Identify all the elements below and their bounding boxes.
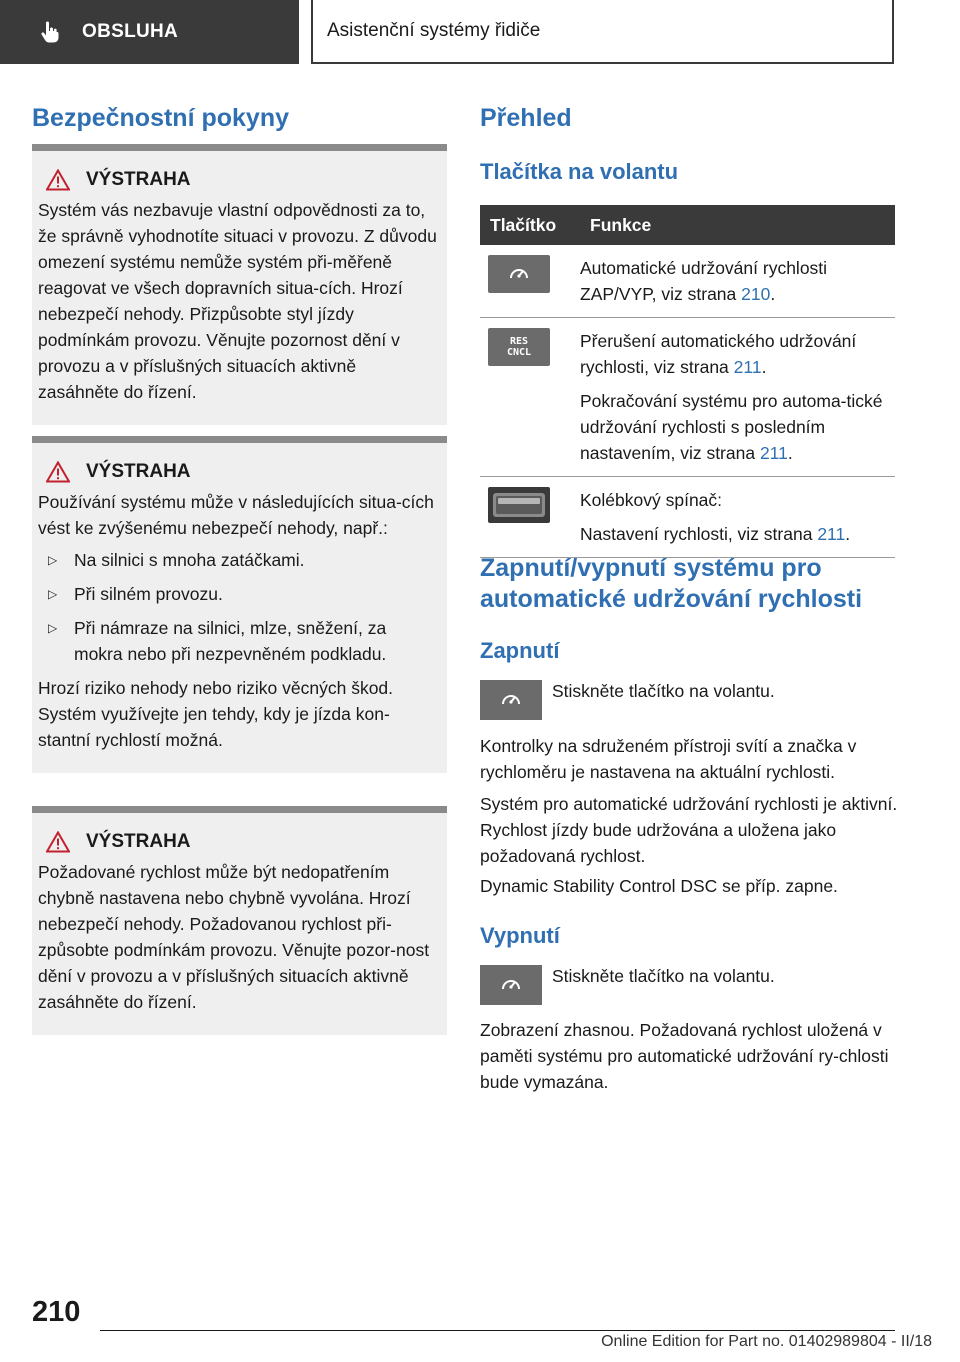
warning-list [38,547,437,667]
warning-box-1 [32,144,447,425]
warning-title: VÝSTRAHA [46,831,437,853]
chapter-title: Asistenční systémy řidiče [327,20,541,41]
bullet-triangle-icon: ▷ [48,553,58,567]
rocker-switch-icon [488,487,550,523]
page-link[interactable]: 211 [759,443,788,463]
footer-divider [100,1330,895,1331]
page-number: 210 [32,1296,81,1328]
paragraph: Dynamic Stability Control DSC se příp. zapne. [480,876,838,896]
warning-box-3 [32,806,447,1035]
press-instruction: Stiskněte tlačítko na volantu. [552,681,775,701]
page-link[interactable]: 210 [741,284,771,304]
paragraph: Systém pro automatické udržování rychlosti je aktivní. Rychlost jízdy bude udržována a uložena jako požadovaná rychlost. [480,794,898,866]
table-row: RES CNCL Přerušení automatického udržování rychlosti, viz strana 211. Pokračování systému pro automa-tické udržování rychlosti s posledním nastavením, viz strana 211. [480,318,895,477]
list-item: ▷ Při námraze na silnici, mlze, sněžení, za mokra nebo při nezpevněném podkladu. [38,615,437,667]
res-cncl-button-icon [488,328,550,366]
warning-intro: Používání systému může v následujících situa-cích vést ke zvýšenému nebezpečí nehody, např.: [38,492,434,538]
chapter-tab [311,0,894,64]
page-link[interactable]: 211 [733,357,762,377]
list-item: ▷ Při silném provozu. [38,581,437,607]
warning-box-2 [32,436,447,773]
press-instruction: Stiskněte tlačítko na volantu. [552,966,775,986]
steering-buttons-heading: Tlačítka na volantu [480,159,679,184]
function-text: Přerušení automatického udržování rychlosti, viz strana [580,331,857,377]
table-row: Kolébkový spínač: Nastavení rychlosti, viz strana 211. [480,477,895,558]
warning-title: VÝSTRAHA [46,169,437,191]
on-off-section-heading: Zapnutí/vypnutí systému pro automatické udržování rychlosti [480,554,863,613]
column-header-function: Funkce [580,205,895,245]
cruise-control-button-icon [480,680,542,720]
list-item: ▷ Na silnici s mnoha zatáčkami. [38,547,437,573]
cruise-control-button-icon [488,255,550,293]
warning-text: Systém vás nezbavuje vlastní odpovědnosti za to, že správně vyhodnotíte situaci v provozu. Z důvodu omezení systému nemůže systém při-měřeně reagovat ve všech dopravních situa-cích. Hrozí nebezpečí nehody. Přizpůsobte styl jízdy podmínkám provozu. Věnujte pozornost dění v provozu a v příslušných situacích aktivně zasáhněte do řízení. [38,200,437,402]
table-row: Automatické udržování rychlosti ZAP/VYP, viz strana 210. [480,245,895,318]
warning-outro: Hrozí riziko nehody nebo riziko věcných škod. Systém využívejte jen tehdy, kdy je jízda kon-stantní rychlostí možná. [38,678,394,750]
warning-title: VÝSTRAHA [46,461,437,483]
cncl-label: CNCL [506,347,532,358]
warning-triangle-icon [46,169,70,191]
section-label: OBSLUHA [82,21,179,42]
hand-pointer-icon [38,20,62,44]
edition-note: Online Edition for Part no. 01402989804 - II/18 [601,1333,932,1350]
switch-on-heading: Zapnutí [480,638,560,663]
warning-text: Požadované rychlost může být nedopatřením chybně nastavena nebo chybně vyvolána. Hrozí nebezpečí nehody. Požadovanou rychlost při-způsobte podmínkám provozu. Věnujte pozor-nost dění v provozu a v příslušných situacích aktivně zasáhněte do řízení. [38,862,430,1012]
buttons-table [480,205,895,558]
function-text: Automatické udržování rychlosti ZAP/VYP, viz strana [580,258,828,304]
paragraph: Zobrazení zhasnou. Požadovaná rychlost uložená v paměti systému pro automatické udržování ry-chlosti bude vymazána. [480,1020,889,1092]
function-text: Nastavení rychlosti, viz strana [580,524,818,544]
overview-heading: Přehled [480,104,572,132]
switch-off-heading: Vypnutí [480,923,560,948]
bullet-triangle-icon: ▷ [48,621,58,635]
warning-triangle-icon [46,831,70,853]
page-link[interactable]: 211 [817,524,846,544]
bullet-triangle-icon: ▷ [48,587,58,601]
safety-heading: Bezpečnostní pokyny [32,104,289,132]
res-label: RES [509,336,529,347]
warning-triangle-icon [46,461,70,483]
function-text: Pokračování systému pro automa-tické udržování rychlosti s posledním nastavením, viz strana [580,391,883,463]
column-header-button: Tlačítko [480,205,580,245]
paragraph: Kontrolky na sdruženém přístroji svítí a značka v rychloměru je nastavena na aktuální rychlosti. [480,736,857,782]
function-text: Kolébkový spínač: [580,490,723,510]
cruise-control-button-icon [480,965,542,1005]
section-tab [0,0,299,64]
